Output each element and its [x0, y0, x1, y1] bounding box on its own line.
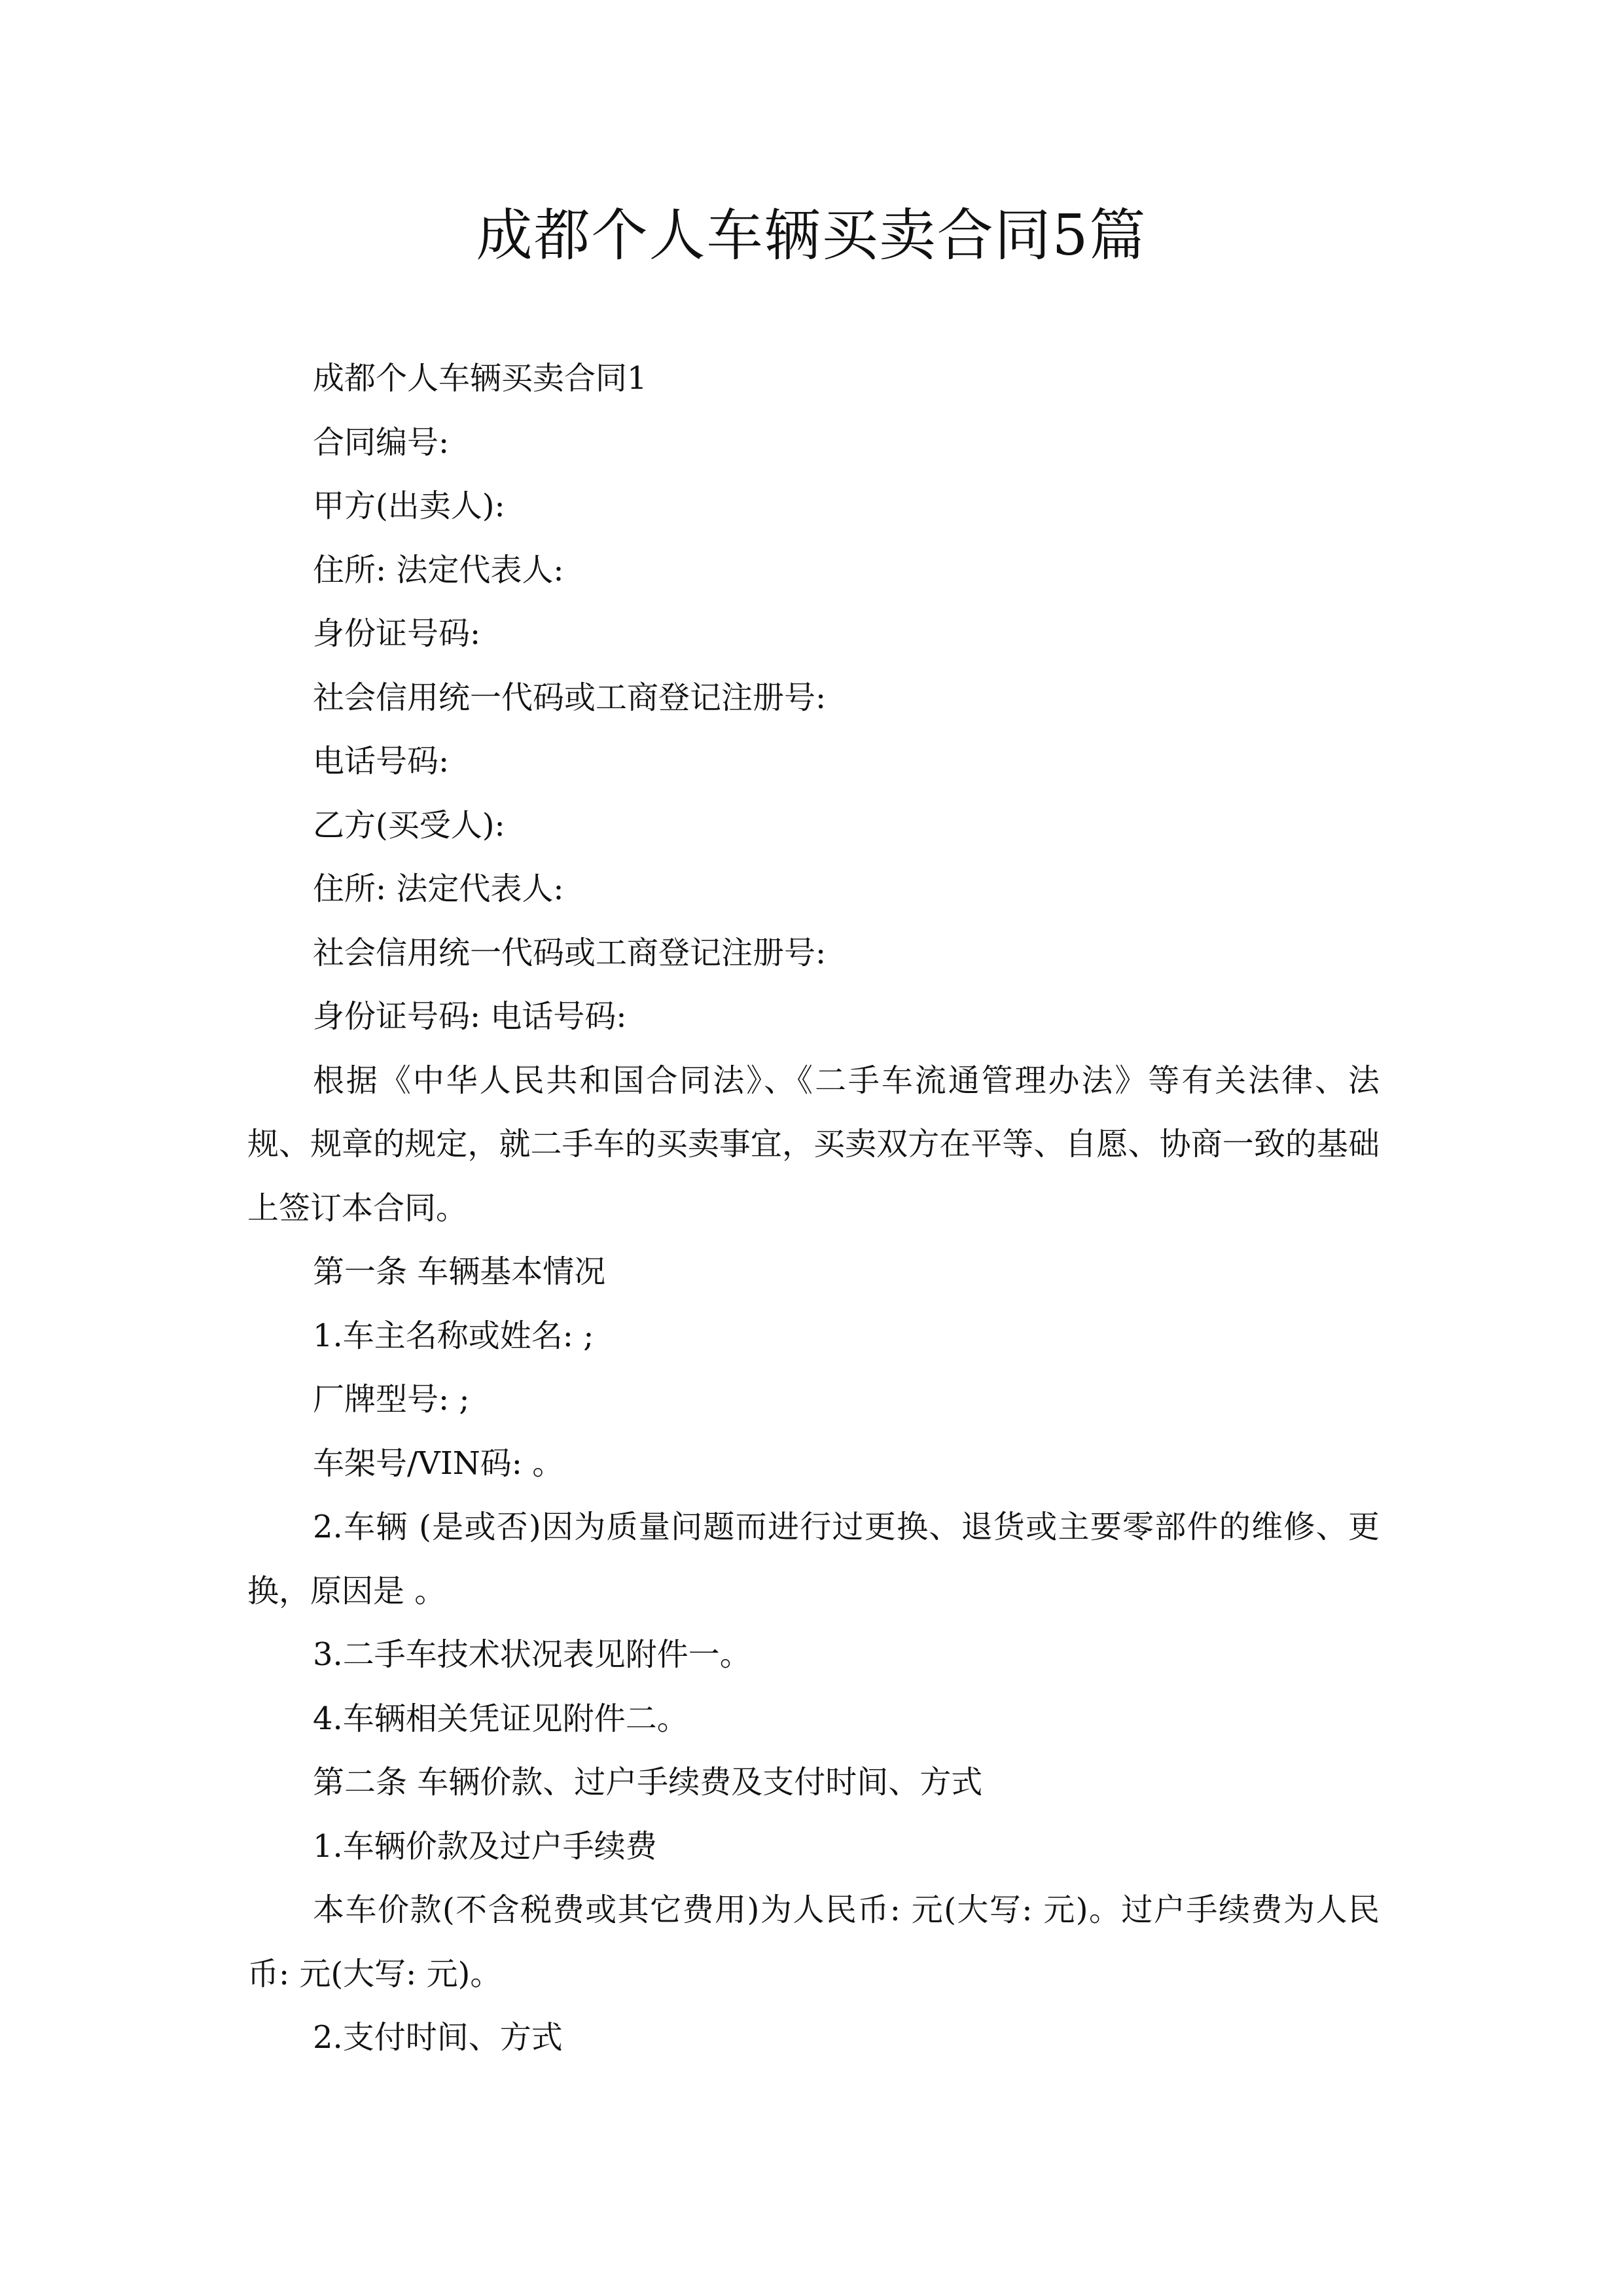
article-2-price-paragraph: 本车价款(不含税费或其它费用)为人民币: 元(大写: 元)。过户手续费为人民币: 元(大写: 元)。	[247, 1892, 1380, 1992]
party-a-address-line: 住所: 法定代表人:	[313, 551, 564, 588]
article-1-heading: 第一条 车辆基本情况	[313, 1253, 606, 1290]
article-2-item-1: 1.车辆价款及过户手续费	[313, 1827, 657, 1865]
party-b-line: 乙方(买受人):	[313, 806, 505, 844]
party-a-phone-line: 电话号码:	[313, 743, 450, 780]
party-b-id-phone-line: 身份证号码: 电话号码:	[313, 998, 627, 1035]
article-1-item-2: 2.车辆 (是或否)因为质量问题而进行过更换、退货或主要零部件的维修、更换，原因是 。	[247, 1509, 1380, 1609]
article-1-item-4: 4.车辆相关凭证见附件二。	[313, 1700, 688, 1737]
party-b-address-line: 住所: 法定代表人:	[313, 870, 564, 907]
document-body	[247, 347, 1380, 2070]
article-1-item-3: 3.二手车技术状况表见附件一。	[313, 1636, 751, 1673]
party-a-credit-code-line: 社会信用统一代码或工商登记注册号:	[313, 679, 827, 716]
document-title: 成都个人车辆买卖合同5篇	[476, 203, 1147, 268]
article-1-vin: 车架号/VIN码: 。	[313, 1444, 564, 1482]
article-1-item-1: 1.车主名称或姓名: ;	[313, 1317, 594, 1354]
party-a-id-line: 身份证号码:	[313, 615, 481, 652]
article-1-brand-model: 厂牌型号: ;	[313, 1381, 470, 1418]
party-a-line: 甲方(出卖人):	[313, 488, 505, 524]
preamble-paragraph: 根据《中华人民共和国合同法》、《二手车流通管理办法》等有关法律、法规、规章的规定，就二手车的买卖事宜，买卖双方在平等、自愿、协商一致的基础上签订本合同。	[247, 1062, 1380, 1227]
contract-number-line: 合同编号:	[313, 423, 450, 461]
section-heading-contract-1: 成都个人车辆买卖合同1	[313, 360, 647, 397]
party-b-credit-code-line: 社会信用统一代码或工商登记注册号:	[313, 934, 827, 971]
article-2-heading: 第二条 车辆价款、过户手续费及支付时间、方式	[313, 1764, 983, 1801]
article-2-item-2: 2.支付时间、方式	[313, 2019, 563, 2056]
